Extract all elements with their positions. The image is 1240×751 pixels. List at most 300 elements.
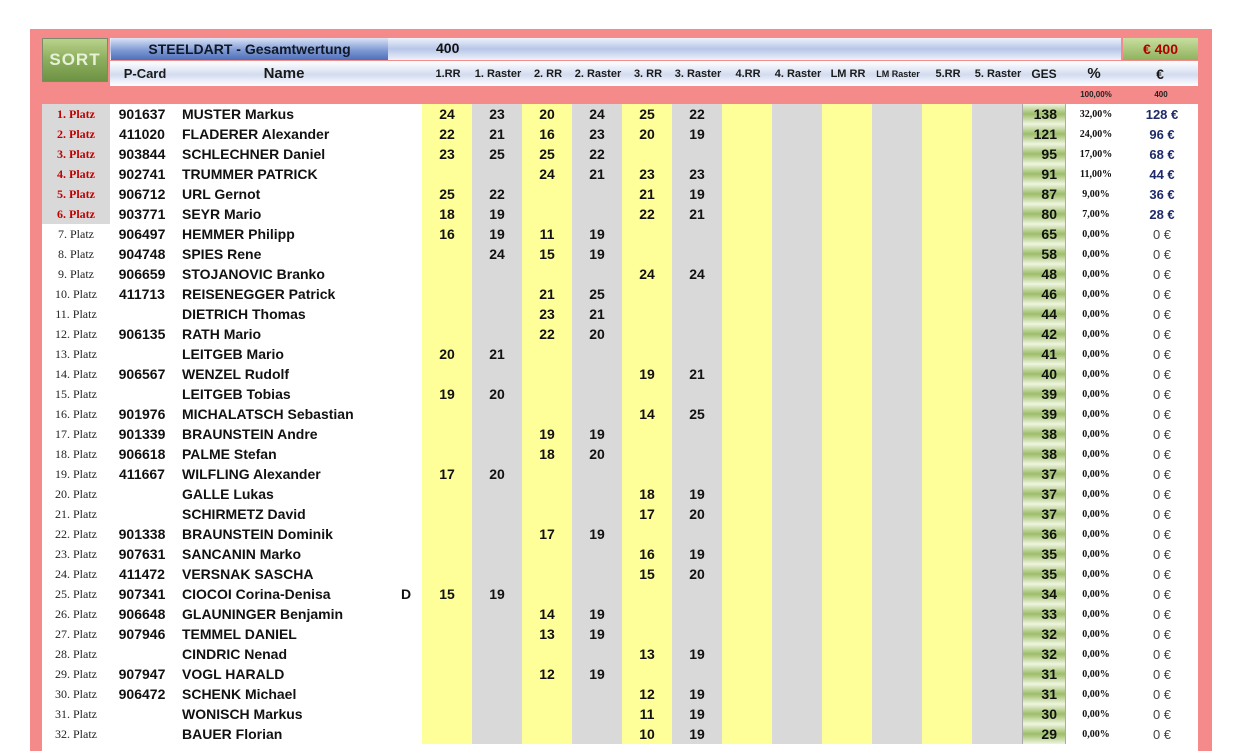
total-score-cell: 91 [1022,164,1066,184]
table-row [42,244,1198,264]
score-cell-rr1: 19 [422,384,472,404]
prize-cell: 0 € [1152,706,1172,722]
pcard-cell: 901338 [118,526,166,542]
score-cell-rr3 [622,624,672,644]
score-cell-rr1 [422,324,472,344]
pcard-cell [111,724,173,744]
score-cell-rr4 [722,424,772,444]
percent-cell: 0,00% [1082,448,1110,460]
place-cell: 28. Platz [55,646,97,661]
score-cell-rr3: 10 [622,724,672,744]
pcard-cell: 907341 [118,586,166,602]
score-cell-lmraster [872,324,922,344]
score-cell-lmrr [822,304,872,324]
score-cell-rr4 [722,264,772,284]
player-name-cell: GLAUNINGER Benjamin [182,606,344,622]
score-cell-lmrr [822,564,872,584]
score-cell-lmraster [872,584,922,604]
score-cell-raster1: 21 [472,344,522,364]
score-cell-raster5 [972,464,1022,484]
table-row [42,684,1198,704]
score-cell-raster5 [972,544,1022,564]
score-cell-raster5 [972,624,1022,644]
score-cell-raster2 [572,504,622,524]
score-cell-rr1 [422,704,472,724]
total-score-cell: 40 [1022,364,1066,384]
score-cell-raster3: 25 [672,404,722,424]
player-name-cell: BAUER Florian [182,726,283,742]
score-cell-raster5 [972,264,1022,284]
percent-cell: 0,00% [1082,728,1110,740]
score-cell-raster5 [972,384,1022,404]
table-row [42,664,1198,684]
prize-cell: 0 € [1152,726,1172,742]
score-cell-rr1 [422,544,472,564]
score-cell-lmraster [872,404,922,424]
place-cell: 6. Platz [42,204,110,224]
score-cell-raster2 [572,384,622,404]
pcard-cell: 906472 [118,686,166,702]
table-row [42,704,1198,724]
player-name-cell: LEITGEB Tobias [182,386,291,402]
score-cell-rr4 [722,244,772,264]
score-cell-rr2 [522,184,572,204]
total-score-cell: 39 [1022,384,1066,404]
score-cell-raster2 [572,584,622,604]
flag-cell [392,624,420,644]
score-cell-rr4 [722,664,772,684]
score-cell-rr2: 22 [522,324,572,344]
score-cell-raster5 [972,124,1022,144]
flag-cell [392,504,420,524]
pcard-cell: 902741 [118,166,166,182]
place-cell: 8. Platz [58,246,94,261]
table-row [42,164,1198,184]
score-cell-rr1 [422,564,472,584]
score-cell-rr3 [622,424,672,444]
table-row [42,564,1198,584]
flag-cell [392,204,420,224]
score-cell-raster2: 19 [572,664,622,684]
score-cell-rr2 [522,544,572,564]
score-cell-rr5 [922,324,972,344]
score-cell-raster1: 20 [472,464,522,484]
col-header-rr2: 2. RR [533,67,563,80]
score-cell-lmrr [822,484,872,504]
score-cell-rr1: 23 [422,144,472,164]
place-cell: 11. Platz [55,306,97,321]
percent-cell: 0,00% [1082,668,1110,680]
pcard-cell: 906567 [118,366,166,382]
col-header-name: Name [263,65,305,82]
score-cell-rr5 [922,204,972,224]
score-cell-rr5 [922,344,972,364]
place-cell: 27. Platz [55,626,97,641]
score-cell-raster3 [672,584,722,604]
score-cell-rr2: 12 [522,664,572,684]
score-cell-rr4 [722,444,772,464]
score-cell-rr4 [722,624,772,644]
score-cell-raster2: 20 [572,444,622,464]
score-cell-lmrr [822,584,872,604]
score-cell-rr5 [922,524,972,544]
score-cell-raster1: 19 [472,204,522,224]
score-cell-raster4 [772,284,822,304]
score-cell-rr1: 24 [422,104,472,124]
score-cell-raster5 [972,164,1022,184]
score-cell-rr2: 18 [522,444,572,464]
table-row [42,224,1198,244]
score-cell-rr3 [622,584,672,604]
percent-cell: 0,00% [1082,488,1110,500]
score-cell-raster1: 19 [472,584,522,604]
total-score-cell: 87 [1022,184,1066,204]
flag-cell [392,324,420,344]
score-cell-raster5 [972,424,1022,444]
player-name-cell: WONISCH Markus [182,706,303,722]
score-cell-rr2 [522,504,572,524]
flag-cell [392,344,420,364]
score-cell-rr3 [622,144,672,164]
percent-cell: 0,00% [1082,528,1110,540]
score-cell-lmraster [872,304,922,324]
score-cell-lmrr [822,704,872,724]
score-cell-raster2 [572,204,622,224]
table-row [42,464,1198,484]
flag-cell [392,444,420,464]
score-cell-raster1 [472,264,522,284]
score-cell-raster4 [772,444,822,464]
place-cell: 20. Platz [55,486,97,501]
score-cell-rr4 [722,384,772,404]
score-cell-lmraster [872,644,922,664]
score-cell-rr1: 25 [422,184,472,204]
score-cell-rr1 [422,244,472,264]
score-cell-raster3 [672,144,722,164]
score-cell-lmraster [872,204,922,224]
score-cell-raster1: 24 [472,244,522,264]
score-cell-rr2: 17 [522,524,572,544]
percent-cell: 0,00% [1082,328,1110,340]
score-cell-lmraster [872,544,922,564]
table-row [42,484,1198,504]
score-cell-rr1: 15 [422,584,472,604]
percent-cell: 0,00% [1082,288,1110,300]
flag-cell [392,284,420,304]
score-cell-raster5 [972,204,1022,224]
score-cell-lmrr [822,504,872,524]
score-cell-rr4 [722,564,772,584]
prize-cell: 128 € [1145,106,1179,122]
percent-cell: 32,00% [1079,108,1113,120]
flag-cell [392,684,420,704]
score-cell-raster4 [772,384,822,404]
score-cell-raster1 [472,544,522,564]
score-cell-rr4 [722,204,772,224]
col-header-percent: % [1087,65,1101,82]
score-cell-lmrr [822,664,872,684]
place-cell: 14. Platz [55,366,97,381]
score-cell-raster5 [972,604,1022,624]
score-cell-raster5 [972,584,1022,604]
score-cell-rr4 [722,584,772,604]
total-score-cell: 80 [1022,204,1066,224]
place-cell: 24. Platz [55,566,97,581]
score-cell-rr2 [522,684,572,704]
flag-cell [392,244,420,264]
flag-cell [392,304,420,324]
player-name-cell: VOGL HARALD [182,666,285,682]
score-cell-raster3 [672,344,722,364]
prize-cell: 0 € [1152,646,1172,662]
score-cell-rr1: 17 [422,464,472,484]
score-cell-rr4 [722,504,772,524]
percent-cell: 24,00% [1079,128,1113,140]
flag-cell [392,644,420,664]
score-cell-raster1 [472,444,522,464]
score-cell-raster5 [972,504,1022,524]
score-cell-raster4 [772,144,822,164]
score-cell-rr1 [422,684,472,704]
score-cell-rr5 [922,104,972,124]
percent-cell: 0,00% [1082,308,1110,320]
score-cell-rr5 [922,504,972,524]
score-cell-rr4 [722,684,772,704]
score-cell-lmrr [822,644,872,664]
score-cell-rr3: 12 [622,684,672,704]
total-score-cell: 32 [1022,624,1066,644]
place-cell: 2. Platz [42,124,110,144]
prize-cell: 0 € [1152,286,1172,302]
prize-cell: 0 € [1152,366,1172,382]
score-cell-rr4 [722,124,772,144]
score-cell-rr5 [922,424,972,444]
table-row [42,404,1198,424]
score-cell-lmrr [822,544,872,564]
prize-cell: 68 € [1149,146,1175,162]
player-name-cell: URL Gernot [182,186,261,202]
total-score-cell: 37 [1022,464,1066,484]
flag-cell [392,104,420,124]
col-header-ges: GES [1031,66,1057,81]
flag-cell [392,464,420,484]
sort-button[interactable]: SORT [42,38,108,82]
place-cell: 3. Platz [42,144,110,164]
place-cell: 32. Platz [55,726,97,741]
prize-cell: 0 € [1152,226,1172,242]
percent-cell: 0,00% [1082,468,1110,480]
score-cell-raster5 [972,484,1022,504]
col-header-rr5: 5.RR [935,67,961,80]
score-cell-lmrr [822,364,872,384]
score-cell-rr3: 25 [622,104,672,124]
total-score-cell: 29 [1022,724,1066,744]
score-cell-rr2: 16 [522,124,572,144]
score-cell-raster1 [472,664,522,684]
table-row [42,364,1198,384]
player-name-cell: BRAUNSTEIN Dominik [182,526,333,542]
pcard-cell: 901339 [118,426,166,442]
player-name-cell: BRAUNSTEIN Andre [182,426,318,442]
flag-cell [392,704,420,724]
score-cell-rr4 [722,464,772,484]
col-header-lmrr: LM RR [830,67,866,80]
score-cell-rr3 [622,304,672,324]
score-cell-rr2 [522,264,572,284]
score-cell-raster1: 20 [472,384,522,404]
score-cell-lmraster [872,564,922,584]
player-name-cell: HEMMER Philipp [182,226,295,242]
score-cell-rr2: 25 [522,144,572,164]
score-cell-rr2 [522,724,572,744]
total-score-cell: 34 [1022,584,1066,604]
prize-cell: 0 € [1152,246,1172,262]
score-cell-raster2: 19 [572,524,622,544]
player-name-cell: SANCANIN Marko [182,546,302,562]
table-row [42,144,1198,164]
prize-cell: 0 € [1152,626,1172,642]
score-cell-rr2: 24 [522,164,572,184]
score-cell-raster4 [772,604,822,624]
col-header-rr3: 3. RR [633,67,663,80]
percent-cell: 9,00% [1082,188,1110,200]
score-cell-raster2 [572,484,622,504]
player-name-cell: MICHALATSCH Sebastian [182,406,354,422]
score-cell-rr5 [922,284,972,304]
score-cell-rr4 [722,144,772,164]
pcard-cell [111,504,173,524]
score-cell-raster4 [772,104,822,124]
total-score-cell: 44 [1022,304,1066,324]
table-row [42,284,1198,304]
table-row [42,644,1198,664]
score-cell-rr1: 18 [422,204,472,224]
score-cell-rr3: 16 [622,544,672,564]
flag-cell: D [400,586,412,602]
pcard-cell: 411667 [119,466,165,482]
score-cell-rr5 [922,664,972,684]
score-cell-lmraster [872,724,922,744]
score-cell-raster3: 23 [672,164,722,184]
score-cell-raster4 [772,264,822,284]
place-cell: 13. Platz [55,346,97,361]
total-score-cell: 32 [1022,644,1066,664]
score-cell-raster3: 19 [672,184,722,204]
player-name-cell: SEYR Mario [182,206,262,222]
table-row [42,424,1198,444]
score-cell-raster2 [572,344,622,364]
player-name-cell: STOJANOVIC Branko [182,266,325,282]
prize-cell: 0 € [1152,306,1172,322]
score-cell-raster1 [472,284,522,304]
table-row [42,444,1198,464]
score-cell-rr1 [422,364,472,384]
score-cell-raster1 [472,644,522,664]
total-score-cell: 39 [1022,404,1066,424]
score-cell-rr4 [722,104,772,124]
score-cell-raster3: 21 [672,364,722,384]
score-cell-lmraster [872,244,922,264]
score-cell-raster1 [472,304,522,324]
flag-cell [392,484,420,504]
player-name-cell: SCHENK Michael [182,686,297,702]
score-cell-lmraster [872,144,922,164]
prize-cell: 0 € [1152,506,1172,522]
total-score-cell: 138 [1022,104,1066,124]
prize-pool-badge: € 400 [1123,38,1198,60]
score-cell-rr5 [922,484,972,504]
pcard-cell [111,384,173,404]
player-name-cell: FLADERER Alexander [182,126,330,142]
score-cell-raster5 [972,684,1022,704]
total-score-cell: 31 [1022,664,1066,684]
total-score-cell: 41 [1022,344,1066,364]
score-cell-rr5 [922,604,972,624]
score-cell-raster3 [672,464,722,484]
score-cell-raster4 [772,304,822,324]
prize-cell: 0 € [1152,406,1172,422]
score-cell-raster1 [472,404,522,424]
place-cell: 26. Platz [55,606,97,621]
score-cell-rr4 [722,604,772,624]
pcard-cell: 906497 [118,226,166,242]
percent-cell: 0,00% [1082,268,1110,280]
score-cell-rr5 [922,144,972,164]
total-score-cell: 121 [1022,124,1066,144]
score-cell-lmrr [822,184,872,204]
percent-cell: 0,00% [1082,688,1110,700]
score-cell-lmraster [872,124,922,144]
table-row [42,724,1198,744]
score-cell-lmrr [822,404,872,424]
pcard-cell: 907631 [118,546,166,562]
score-cell-raster2: 19 [572,244,622,264]
place-cell: 30. Platz [55,686,97,701]
score-cell-raster1: 23 [472,104,522,124]
table-row [42,104,1198,124]
pcard-cell: 411020 [119,126,165,142]
total-score-cell: 48 [1022,264,1066,284]
percent-cell: 0,00% [1082,248,1110,260]
score-cell-rr2: 20 [522,104,572,124]
player-name-cell: PALME Stefan [182,446,277,462]
score-cell-raster2 [572,564,622,584]
player-name-cell: GALLE Lukas [182,486,274,502]
score-cell-raster2 [572,704,622,724]
player-name-cell: SCHLECHNER Daniel [182,146,326,162]
pcard-cell: 903844 [118,146,166,162]
score-cell-raster1 [472,564,522,584]
player-name-cell: TEMMEL DANIEL [182,626,297,642]
score-cell-raster4 [772,204,822,224]
score-cell-raster4 [772,324,822,344]
score-cell-raster4 [772,684,822,704]
score-cell-rr2 [522,484,572,504]
flag-cell [392,544,420,564]
pcard-cell: 901637 [118,106,166,122]
score-cell-raster2 [572,404,622,424]
flag-cell [392,224,420,244]
score-cell-rr3: 24 [622,264,672,284]
percent-cell: 0,00% [1082,388,1110,400]
score-cell-raster2 [572,644,622,664]
percent-cell: 11,00% [1080,168,1112,180]
score-cell-rr4 [722,224,772,244]
score-cell-rr1: 20 [422,344,472,364]
score-cell-rr1 [422,304,472,324]
score-cell-lmrr [822,424,872,444]
prize-cell: 0 € [1152,326,1172,342]
